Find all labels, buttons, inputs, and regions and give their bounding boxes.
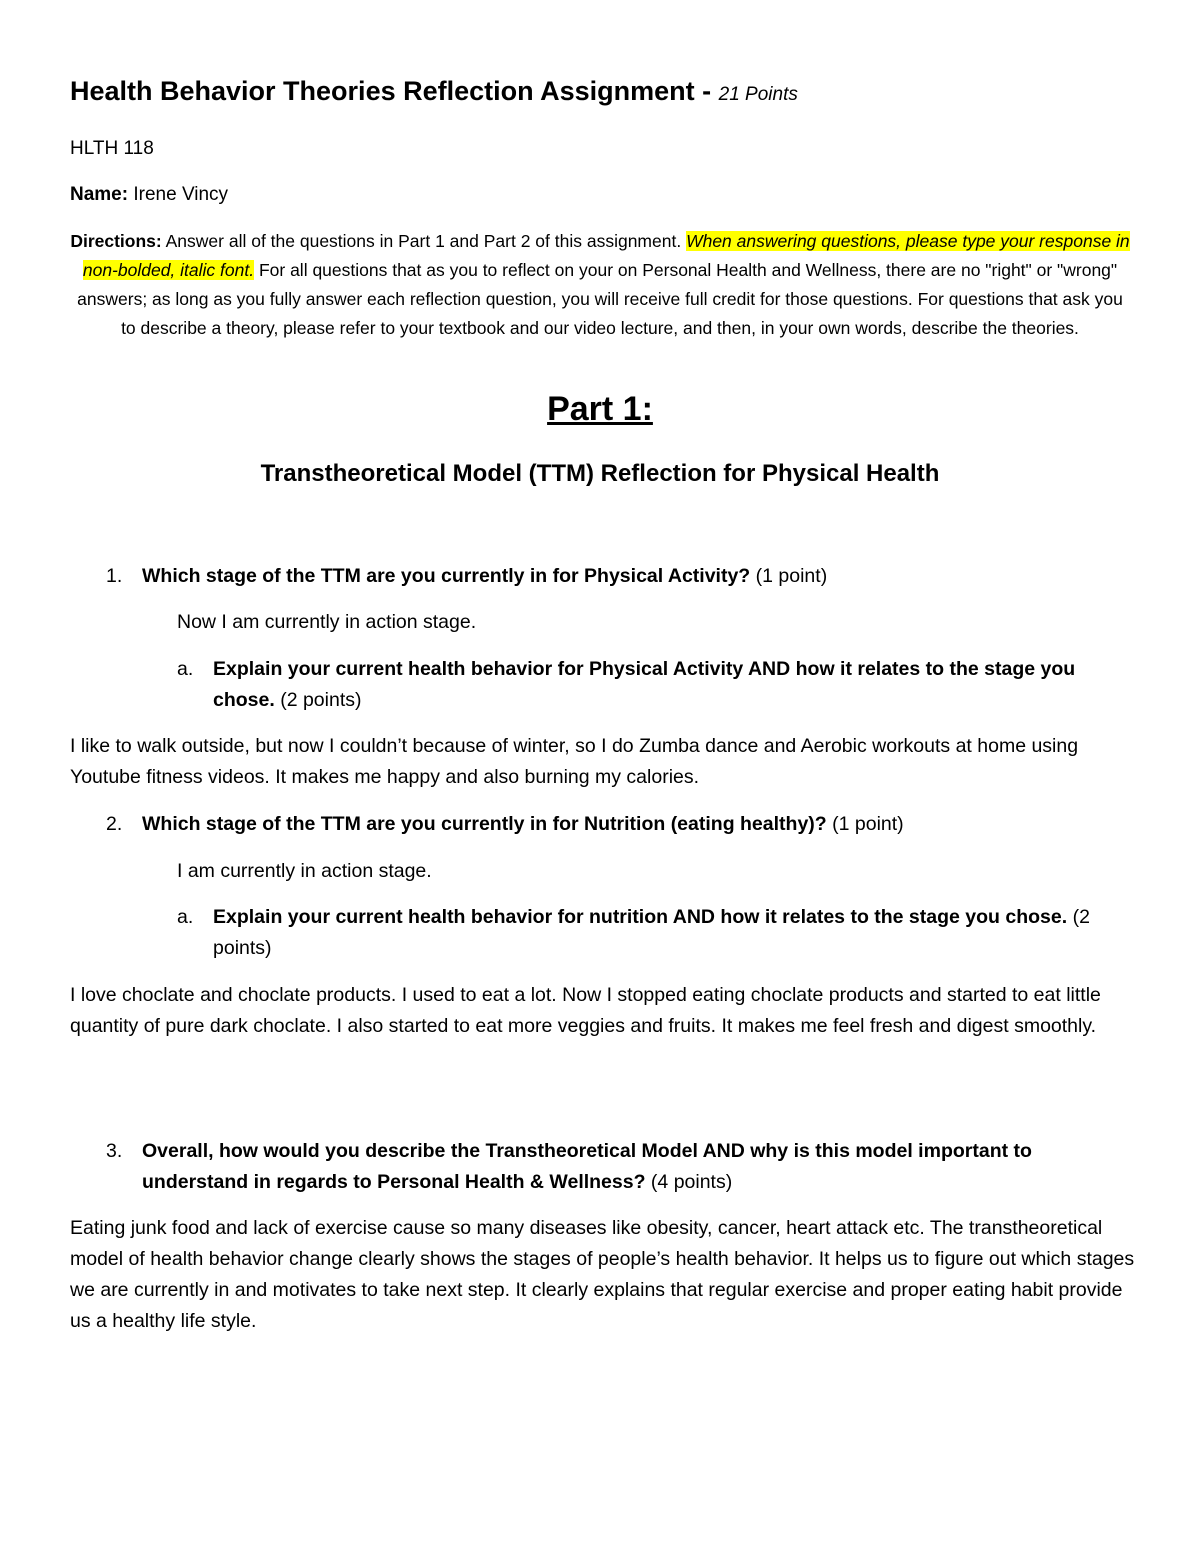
- question-3-prompt: Overall, how would you describe the Transtheoretical Model AND why is this model important to understand in regards to Personal Health & Wellness?: [142, 1140, 1032, 1193]
- directions-paragraph: [70, 227, 1130, 343]
- question-2a-text: [213, 902, 1137, 964]
- question-3: [106, 1136, 1106, 1200]
- question-2a-points: (2 points): [213, 906, 1090, 959]
- question-1: [106, 561, 1146, 593]
- question-2: [106, 809, 1146, 841]
- document-title: [70, 76, 798, 107]
- question-2a-prompt: Explain your current health behavior for nutrition AND how it relates to the stage you chose.: [213, 906, 1068, 928]
- question-3-text: [142, 1136, 1106, 1198]
- answer-1: Now I am currently in action stage.: [177, 611, 477, 633]
- question-1-prompt: Which stage of the TTM are you currently in for Physical Activity?: [142, 565, 751, 587]
- directions-highlight: When answering questions, please type your response in non-bolded, italic font.: [82, 231, 1130, 280]
- directions-text-1: Answer all of the questions in Part 1 and Part 2 of this assignment.: [161, 231, 687, 251]
- question-1-text: [142, 561, 827, 592]
- question-1a: [177, 654, 1137, 718]
- question-1a-prompt: Explain your current health behavior for Physical Activity AND how it relates to the stage you chose.: [213, 658, 1076, 711]
- directions-text-2: For all questions that as you to reflect on your on Personal Health and Wellness, there are no "right" or "wrong" answers; as long as you fully answer each reflection question, you will receive full credit for those questions. For questions that ask you to describe a theory, please refer to your textbook and our video lecture, and then, in your own words, describe the theories.: [77, 260, 1123, 338]
- question-1a-points: (2 points): [274, 689, 362, 711]
- title-points: 21 Points: [718, 84, 798, 105]
- course-code: HLTH 118: [70, 138, 154, 159]
- answer-1a: I like to walk outside, but now I couldn’t because of winter, so I do Zumba dance and Aerobic workouts at home using Youtube fitness videos. It makes me happy and also burning my calories.: [70, 735, 1079, 788]
- question-2-number: 2.: [106, 813, 123, 835]
- question-1a-text: [213, 654, 1137, 716]
- question-1-points: (1 point): [750, 565, 828, 587]
- question-2-text: [142, 809, 904, 840]
- part-1-heading: Part 1:: [547, 390, 653, 428]
- directions-label: Directions:: [70, 231, 162, 251]
- question-2a: [177, 902, 1137, 966]
- student-name-line: [70, 184, 228, 206]
- ttm-section-heading: Transtheoretical Model (TTM) Reflection for Physical Health: [260, 460, 940, 487]
- title-text: Health Behavior Theories Reflection Assignment -: [70, 76, 719, 106]
- question-1a-letter: a.: [177, 658, 194, 680]
- answer-3: Eating junk food and lack of exercise cause so many diseases like obesity, cancer, heart attack etc. The transtheoretical model of health behavior change clearly shows the stages of people’s health behavior. It helps us to figure out which stages we are currently in and motivates to take next step. It clearly explains that regular exercise and proper eating habit provide us a healthy life style.: [70, 1217, 1135, 1332]
- question-3-number: 3.: [106, 1140, 123, 1162]
- question-1-number: 1.: [106, 565, 123, 587]
- question-2a-letter: a.: [177, 906, 194, 928]
- question-2-prompt: Which stage of the TTM are you currently in for Nutrition (eating healthy)?: [142, 813, 827, 835]
- answer-2a: I love choclate and choclate products. I used to eat a lot. Now I stopped eating choclate products and started to eat little quantity of pure dark choclate. I also started to eat more veggies and fruits. It makes me feel fresh and digest smoothly.: [70, 984, 1101, 1037]
- name-label: Name:: [70, 184, 129, 205]
- name-value: Irene Vincy: [128, 184, 229, 205]
- question-2-points: (1 point): [826, 813, 904, 835]
- question-3-points: (4 points): [645, 1171, 733, 1193]
- answer-2: I am currently in action stage.: [177, 860, 432, 882]
